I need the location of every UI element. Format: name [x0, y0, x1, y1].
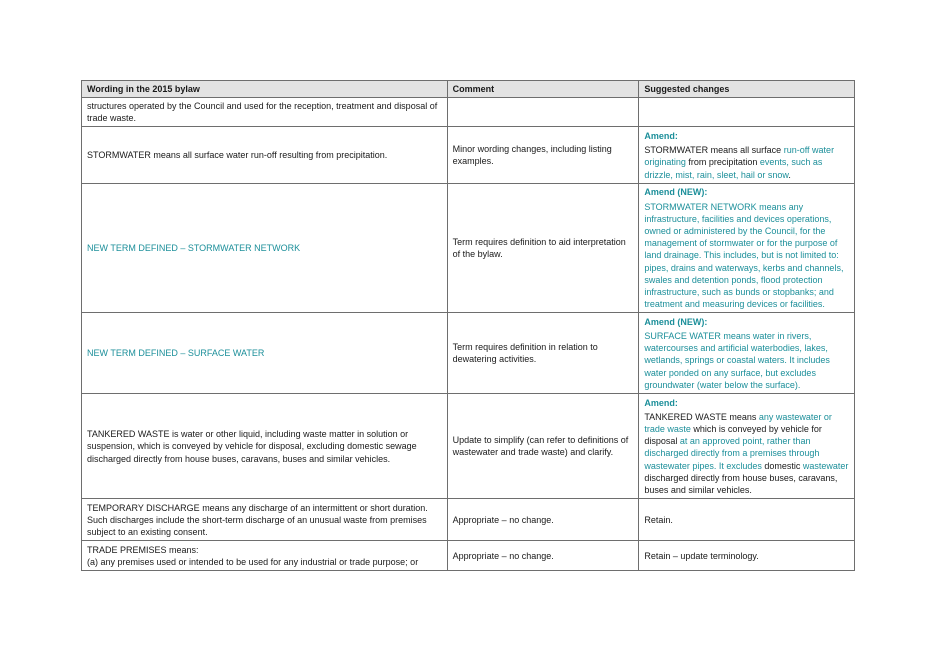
suggested-cell: [639, 313, 855, 394]
table-row: [82, 184, 855, 313]
comment-cell: Appropriate – no change.: [447, 541, 639, 571]
wording-line: TRADE PREMISES means:: [87, 544, 199, 555]
table-row: [82, 313, 855, 394]
inserted-text: any wastewater or trade waste: [644, 411, 832, 435]
text-segment: discharged directly from house buses, caravans, buses and similar vehicles.: [644, 472, 838, 496]
header-comment: Comment: [447, 81, 639, 98]
header-wording: Wording in the 2015 bylaw: [82, 81, 448, 98]
text-segment: STORMWATER means all surface: [644, 145, 784, 156]
amend-label: Amend:: [644, 397, 678, 408]
amend-label: Amend:: [644, 131, 678, 141]
suggested-cell: [639, 127, 855, 184]
inserted-text: SURFACE WATER means water in rivers, watercourses and artificial waterbodies, lakes, wetlands, springs or coastal waters. It includes water ponded on any surface, but excludes groundwater (water below the surface).: [644, 331, 830, 390]
wording-cell: [82, 541, 448, 571]
suggested-cell: Retain – update terminology.: [639, 541, 855, 571]
suggested-cell: [639, 184, 855, 313]
amend-label: Amend (NEW):: [644, 316, 708, 327]
inserted-text: wastewater: [802, 460, 849, 471]
suggested-cell: Retain.: [639, 499, 855, 541]
wording-cell: NEW TERM DEFINED – STORMWATER NETWORK: [82, 184, 448, 313]
text-segment: domestic: [761, 460, 803, 471]
table-row: [82, 394, 855, 499]
wording-cell: structures operated by the Council and used for the reception, treatment and disposal of trade waste.: [82, 98, 448, 127]
suggested-cell: [639, 98, 855, 127]
wording-cell: TEMPORARY DISCHARGE means any discharge of an intermittent or short duration. Such discharges include the short-term discharge of an unusual waste from premises subject to an existing consent.: [82, 499, 448, 541]
table-header-row: [82, 81, 855, 98]
inserted-text: STORMWATER NETWORK means any infrastructure, facilities and devices operations, owned or administered by the Council, for the management of stormwater or for the purpose of land drainage. This includes, but is not limited to: pipes, drains and waterways, kerbs and channels, swales and detention ponds, flood protection infrastructure, such as bunds or stopbanks; and treatment and measuring devices or facilities.: [644, 201, 844, 310]
table-row: [82, 499, 855, 541]
text-segment: .: [788, 169, 791, 180]
bylaw-review-table: [81, 80, 855, 571]
wording-cell: NEW TERM DEFINED – SURFACE WATER: [82, 313, 448, 394]
table-row: [82, 541, 855, 571]
wording-line: (a) any premises used or intended to be used for any industrial or trade purpose; or: [87, 556, 419, 567]
header-suggested-changes: Suggested changes: [639, 81, 855, 98]
inserted-text: run-off water originating: [644, 145, 835, 168]
text-segment: which is conveyed by vehicle for disposal: [644, 424, 822, 447]
inserted-text: at an approved point, rather than discharged directly from a premises through wastewater pipes. It excludes: [644, 436, 820, 471]
comment-cell: Term requires definition in relation to dewatering activities.: [447, 313, 639, 394]
inserted-text: events, such as drizzle, mist, rain, sleet, hail or snow: [644, 157, 823, 180]
comment-cell: Minor wording changes, including listing examples.: [447, 127, 639, 184]
wording-cell: TANKERED WASTE is water or other liquid, including waste matter in solution or suspension, which is conveyed by vehicle for disposal, excluding domestic sewage discharged directly from house buses, caravans, buses and similar vehicles.: [82, 394, 448, 499]
table-row: [82, 98, 855, 127]
comment-cell: [447, 98, 639, 127]
table-row: [82, 127, 855, 184]
comment-cell: Term requires definition to aid interpretation of the bylaw.: [447, 184, 639, 313]
wording-cell: STORMWATER means all surface water run-off resulting from precipitation.: [82, 127, 448, 184]
comment-cell: Update to simplify (can refer to definitions of wastewater and trade waste) and clarify.: [447, 394, 639, 499]
text-segment: TANKERED WASTE means: [644, 411, 759, 422]
text-segment: from precipitation: [685, 157, 760, 168]
amend-label: Amend (NEW):: [644, 187, 708, 198]
comment-cell: Appropriate – no change.: [447, 499, 639, 541]
suggested-cell: [639, 394, 855, 499]
